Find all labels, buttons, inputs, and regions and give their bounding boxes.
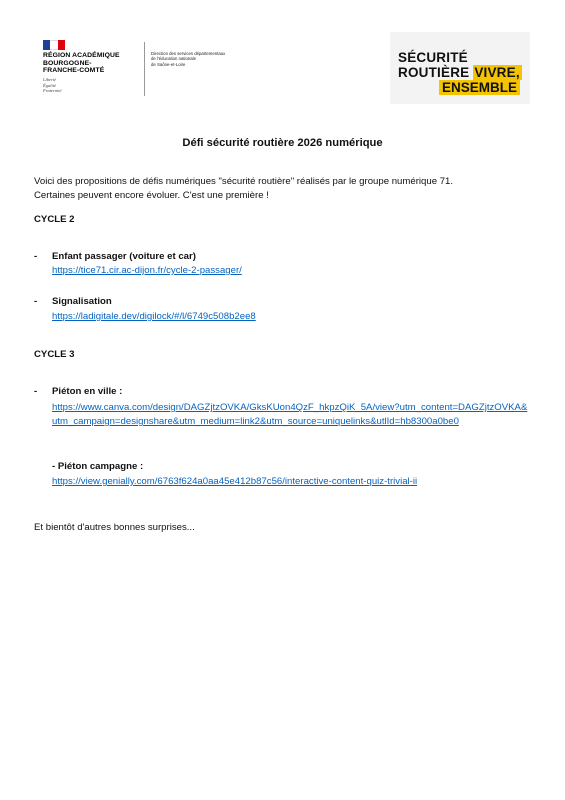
item-label: Enfant passager (voiture et car) xyxy=(52,251,196,262)
intro-line: Voici des propositions de défis numériques "sécurité routière" réalisés par le groupe numérique 71. xyxy=(34,176,454,187)
bullet-marker: - xyxy=(34,251,38,262)
bullet-marker: - xyxy=(34,386,38,397)
item-label: - Piéton campagne : xyxy=(52,461,144,472)
item-label: Signalisation xyxy=(52,296,112,307)
logo-word-routiere: ROUTIÈRE xyxy=(398,65,470,80)
academy-name-line: RÉGION ACADÉMIQUE xyxy=(43,52,120,59)
direction-line: de l'éducation nationale xyxy=(151,56,197,62)
bullet-marker: - xyxy=(34,296,38,307)
securite-routiere-logo xyxy=(390,32,530,104)
intro-line: Certaines peuvent encore évoluer. C'est une première ! xyxy=(34,190,269,201)
closing-text: Et bientôt d'autres bonnes surprises... xyxy=(34,522,195,533)
academy-name xyxy=(43,52,120,75)
item-link[interactable]: https://www.canva.com/design/DAGZjtzOVKA/GksKUon4QzF_hkpzQiK_5A/view?utm_content=DAGZjtzOVKA&utm_campaign=designshare&utm_medium=link2&utm_source=uniquelinks&utlId=hb8300a0be0 xyxy=(52,402,528,427)
motto-line: Égalité xyxy=(43,82,56,88)
republic-motto xyxy=(43,77,62,94)
logo-line-1: SÉCURITÉ xyxy=(398,50,468,65)
motto-line: Liberté xyxy=(43,77,56,82)
direction-line: de Saône-et-Loire xyxy=(151,61,186,67)
item-link[interactable]: https://ladigitale.dev/digilock/#/l/6749c508b2ee8 xyxy=(52,311,256,322)
item-label: Piéton en ville : xyxy=(52,386,123,397)
logo-line-2 xyxy=(398,65,522,80)
direction-line: Direction des services départementaux xyxy=(151,51,226,56)
section-heading-cycle3: CYCLE 3 xyxy=(34,349,75,360)
page-title: Défi sécurité routière 2026 numérique xyxy=(182,137,383,149)
logo-word-vivre: VIVRE, xyxy=(474,65,520,80)
academy-logo xyxy=(40,40,150,100)
academy-name-line: BOURGOGNE- xyxy=(43,59,92,67)
item-link[interactable]: https://tice71.cir.ac-dijon.fr/cycle-2-passager/ xyxy=(52,265,242,276)
academy-name-line: FRANCHE-COMTÉ xyxy=(43,67,105,75)
header-divider xyxy=(144,42,145,96)
logo-word-ensemble: ENSEMBLE xyxy=(439,80,520,95)
item-link[interactable]: https://view.genially.com/6763f624a0aa45e412b87c56/interactive-content-quiz-trivial-ii xyxy=(52,476,418,487)
direction-text xyxy=(151,51,261,67)
french-flag-icon xyxy=(43,40,65,50)
section-heading-cycle2: CYCLE 2 xyxy=(34,214,75,225)
motto-line: Fraternité xyxy=(43,88,62,93)
